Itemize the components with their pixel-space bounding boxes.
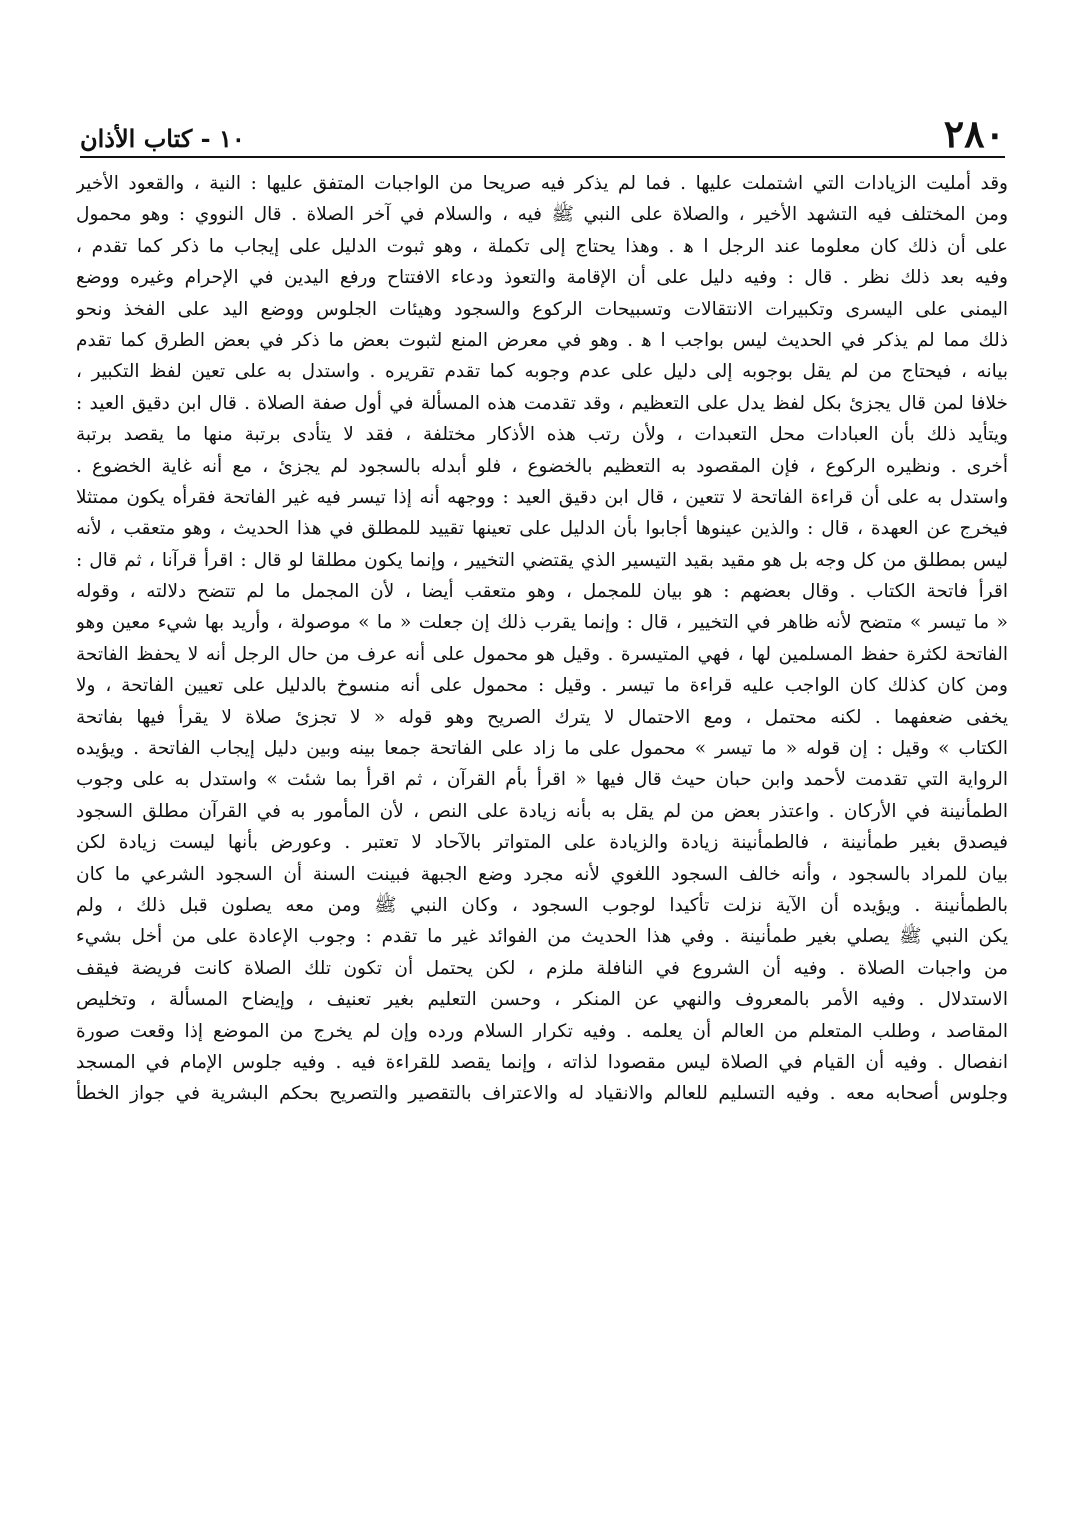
text-line: المقاصد ، وطلب المتعلم من العالم أن يعلمه . وفيه تكرار السلام ورده وإن لم يخرج من الموضع إذا وقعت صورة xyxy=(76,1020,1008,1042)
text-line: اليمنى على اليسرى وتكبيرات الانتقالات وتسبيحات الركوع والسجود وهيئات الجلوس ووضع اليد على الفخذ ونحو xyxy=(76,298,1008,320)
text-line: اقرأ فاتحة الكتاب . وقال بعضهم : هو بيان للمجمل ، وهو متعقب أيضا ، لأن المجمل ما لم تتضح دلالته ، وقوله xyxy=(76,581,1008,603)
text-line: فيصدق بغير طمأنينة ، فالطمأنينة زيادة والزيادة على المتواتر بالآحاد لا تعتبر . وعورض بأنها ليست زيادة لكن xyxy=(76,832,1008,854)
text-line: ليس بمطلق من كل وجه بل هو مقيد بقيد التيسير الذي يقتضي التخيير ، وإنما يكون مطلقا لو قال : اقرأ قرآنا ، ثم قال : xyxy=(76,549,1008,571)
text-line: بالطمأنينة . ويؤيده أن الآية نزلت تأكيدا لوجوب السجود ، وكان النبي ﷺ ومن معه يصلون قبل ذلك ، ولم xyxy=(76,894,1008,916)
text-line: الاستدلال . وفيه الأمر بالمعروف والنهي عن المنكر ، وحسن التعليم بغير تعنيف ، وإيضاح المسألة ، وتخليص xyxy=(76,989,1008,1011)
text-line: بيان للمراد بالسجود ، وأنه خالف السجود اللغوي لأنه مجرد وضع الجبهة فبينت السنة أن السجود الشرعي ما كان xyxy=(76,863,1008,885)
body-text xyxy=(76,168,1008,1110)
text-line: واستدل به على أن قراءة الفاتحة لا تتعين ، قال ابن دقيق العيد : ووجهه أنه إذا تيسر فيه غير الفاتحة فقرأه يكون ممتثلا xyxy=(76,486,1008,508)
text-line: ذلك مما لم يذكر في الحديث ليس بواجب ا ﻫ . وهو في معرض المنع لثبوت بعض ما ذكر في بعض الطرق كما تقدم xyxy=(76,329,1008,351)
page-number: ٢٨٠ xyxy=(943,111,1005,156)
text-line: الطمأنينة في الأركان . واعتذر بعض من لم يقل به بأنه زيادة على النص ، لأن المأمور به في القرآن مطلق السجود xyxy=(76,800,1008,822)
text-line: « ما تيسر » متضح لأنه ظاهر في التخيير ، قال : وإنما يقرب ذلك إن جعلت « ما » موصولة ، وأريد بها شيء معين وهو xyxy=(76,612,1008,634)
header-divider xyxy=(80,156,1005,158)
text-line: من واجبات الصلاة . وفيه أن الشروع في النافلة ملزم ، لكن يحتمل أن تكون تلك الصلاة كانت فريضة فيقف xyxy=(76,957,1008,979)
text-line: يخفى ضعفهما . لكنه محتمل ، ومع الاحتمال لا يترك الصريح وهو قوله « لا تجزئ صلاة لا يقرأ فيها بفاتحة xyxy=(76,706,1008,728)
text-line: انفصال . وفيه أن القيام في الصلاة ليس مقصودا لذاته ، وإنما يقصد للقراءة فيه . وفيه جلوس الإمام في المسجد xyxy=(76,1051,1008,1073)
text-line: الكتاب » وقيل : إن قوله « ما تيسر » محمول على ما زاد على الفاتحة جمعا بينه وبين دليل إيجاب الفاتحة . ويؤيده xyxy=(76,738,1008,760)
text-line: أخرى . ونظيره الركوع ، فإن المقصود به التعظيم بالخضوع ، فلو أبدله بالسجود لم يجزئ ، مع أنه غاية الخضوع . xyxy=(76,455,1008,477)
text-line: وفيه بعد ذلك نظر . قال : وفيه دليل على أن الإقامة والتعوذ ودعاء الافتتاح ورفع اليدين في الإحرام وغيره ووضع xyxy=(76,267,1008,289)
running-title: ١٠ - كتاب الأذان xyxy=(80,124,245,153)
text-line: ويتأيد ذلك بأن العبادات محل التعبدات ، ولأن رتب هذه الأذكار مختلفة ، فقد لا يتأدى برتبة منها ما يقصد برتبة xyxy=(76,424,1008,446)
text-line: ومن المختلف فيه التشهد الأخير ، والصلاة على النبي ﷺ فيه ، والسلام في آخر الصلاة . قال النووي : وهو محمول xyxy=(76,204,1008,226)
page-header xyxy=(80,110,1005,154)
text-line: على أن ذلك كان معلوما عند الرجل ا ﻫ . وهذا يحتاج إلى تكملة ، وهو ثبوت الدليل على إيجاب ما ذكر كما تقدم ، xyxy=(76,235,1008,257)
text-line: بيانه ، فيحتاج من لم يقل بوجوبه إلى دليل على عدم وجوبه كما تقدم تقريره . واستدل به على تعين لفظ التكبير ، xyxy=(76,361,1008,383)
text-line: وقد أمليت الزيادات التي اشتملت عليها . فما لم يذكر فيه صريحا من الواجبات المتفق عليها : النية ، والقعود الأخير xyxy=(76,173,1008,194)
text-line: يكن النبي ﷺ يصلي بغير طمأنينة . وفي هذا الحديث من الفوائد غير ما تقدم : وجوب الإعادة على من أخل بشيء xyxy=(76,926,1008,948)
text-line: فيخرج عن العهدة ، قال : والذين عينوها أجابوا بأن الدليل على تعينها تقييد للمطلق في هذا الحديث ، وهو متعقب ، لأنه xyxy=(76,518,1008,540)
text-line: الرواية التي تقدمت لأحمد وابن حبان حيث قال فيها « اقرأ بأم القرآن ، ثم اقرأ بما شئت » واستدل به على وجوب xyxy=(76,769,1008,791)
text-line: ومن كان كذلك كان الواجب عليه قراءة ما تيسر . وقيل : محمول على أنه منسوخ بالدليل على تعيين الفاتحة ، ولا xyxy=(76,675,1008,697)
text-line: الفاتحة لكثرة حفظ المسلمين لها ، فهي المتيسرة . وقيل هو محمول على أنه عرف من حال الرجل أنه لا يحفظ الفاتحة xyxy=(76,643,1008,665)
text-line: وجلوس أصحابه معه . وفيه التسليم للعالم والانقياد له والاعتراف بالتقصير والتصريح بحكم البشرية في جواز الخطأ xyxy=(76,1083,1008,1105)
text-line: خلافا لمن قال يجزئ بكل لفظ يدل على التعظيم ، وقد تقدمت هذه المسألة في أول صفة الصلاة . قال ابن دقيق العيد : xyxy=(76,392,1008,414)
